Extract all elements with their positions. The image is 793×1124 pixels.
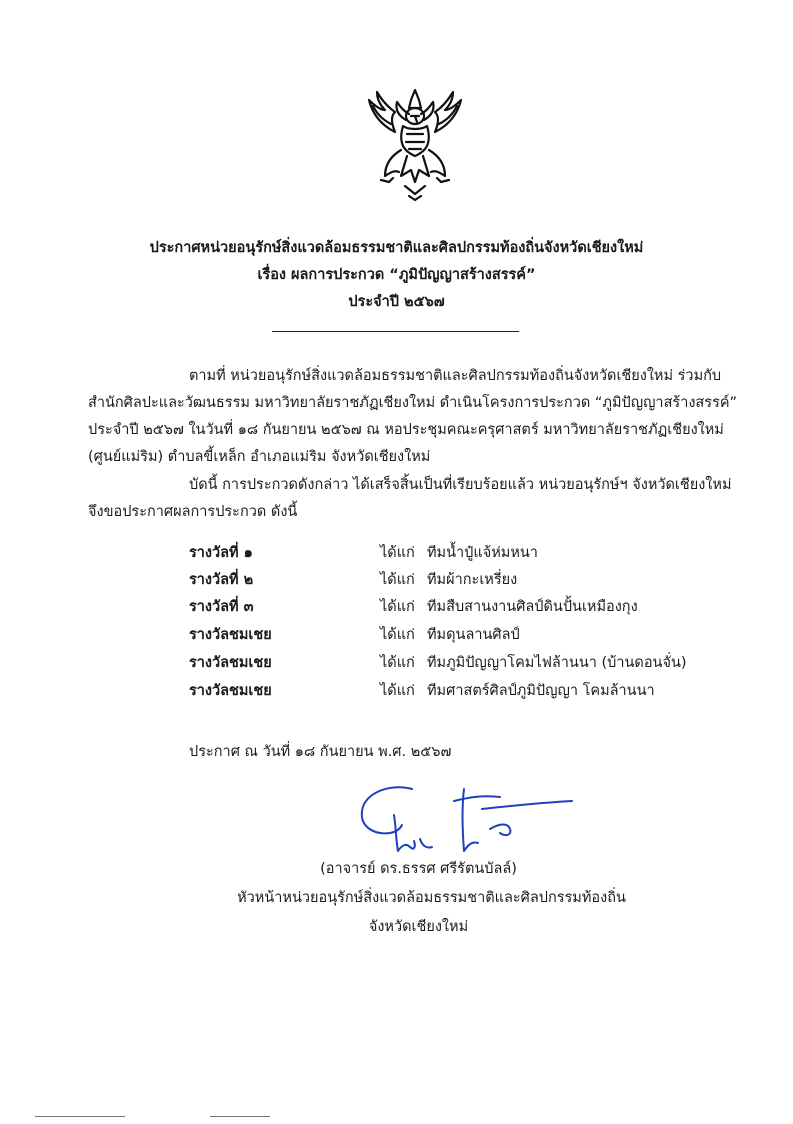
award-rank: รางวัลที่ ๒: [189, 572, 254, 588]
body-line: ตามที่ หน่วยอนุรักษ์สิ่งแวดล้อมธรรมชาติและศิลปกรรมท้องถิ่นจังหวัดเชียงใหม่ ร่วมกับ: [189, 368, 722, 384]
award-team: ทีมดุนลานศิลป์: [427, 627, 520, 643]
garuda-emblem-icon: [355, 86, 475, 202]
handwritten-signature: [350, 775, 580, 857]
award-rank: รางวัลชมเชย: [189, 627, 272, 643]
body-line: บัดนี้ การประกวดดังกล่าว ได้เสร็จสิ้นเป็นที่เรียบร้อยแล้ว หน่วยอนุรักษ์ฯ จังหวัดเชียงใหม่: [189, 477, 732, 493]
award-label: ได้แก่: [380, 655, 415, 671]
award-team: ทีมผ้ากะเหรี่ยง: [427, 572, 518, 588]
announcement-date: ประกาศ ณ วันที่ ๑๘ กันยายน พ.ศ. ๒๕๖๗: [189, 744, 452, 760]
footer-rule: [35, 1116, 125, 1117]
award-row: [0, 651, 793, 675]
body-line: จึงขอประกาศผลการประกวด ดังนี้: [88, 504, 298, 520]
body-line: สำนักศิลปะและวัฒนธรรม มหาวิทยาลัยราชภัฏเชียงใหม่ ดำเนินโครงการประกวด “ภูมิปัญญาสร้างสรรค์”: [88, 395, 738, 411]
footer-rule: [210, 1116, 270, 1117]
title-divider: [272, 331, 519, 332]
award-label: ได้แก่: [380, 627, 415, 643]
award-rank: รางวัลชมเชย: [189, 655, 272, 671]
announcement-subject: เรื่อง ผลการประกวด “ภูมิปัญญาสร้างสรรค์”: [257, 267, 536, 283]
award-row: [0, 679, 793, 703]
award-label: ได้แก่: [380, 545, 415, 561]
award-team: ทีมน้ำปู๋แจ้ห่มหนา: [427, 545, 538, 561]
award-team: ทีมภูมิปัญญาโคมไฟล้านนา (บ้านดอนจั่น): [427, 655, 687, 671]
body-line: ประจำปี ๒๕๖๗ ในวันที่ ๑๘ กันยายน ๒๕๖๗ ณ หอประชุมคณะครุศาสตร์ มหาวิทยาลัยราชภัฏเชียงใหม่: [88, 422, 724, 438]
body-line: (ศูนย์แม่ริม) ตำบลขี้เหล็ก อำเภอแม่ริม จังหวัดเชียงใหม่: [88, 449, 431, 465]
award-team: ทีมศาสตร์ศิลป์ภูมิปัญญา โคมล้านนา: [427, 683, 655, 699]
award-row: [0, 623, 793, 647]
award-team: ทีมสืบสานงานศิลป์ดินปั้นเหมืองกุง: [427, 599, 638, 615]
award-label: ได้แก่: [380, 599, 415, 615]
award-rank: รางวัลที่ ๓: [189, 599, 254, 615]
signatory-name: (อาจารย์ ดร.ธรรศ ศรีรัตนบัลล์): [320, 861, 517, 877]
award-label: ได้แก่: [380, 683, 415, 699]
announcement-title: ประกาศหน่วยอนุรักษ์สิ่งแวดล้อมธรรมชาติและศิลปกรรมท้องถิ่นจังหวัดเชียงใหม่: [149, 240, 644, 256]
award-label: ได้แก่: [380, 572, 415, 588]
award-rank: รางวัลที่ ๑: [189, 545, 253, 561]
award-row: [0, 541, 793, 565]
announcement-year: ประจำปี ๒๕๖๗: [348, 294, 445, 310]
signatory-province: จังหวัดเชียงใหม่: [368, 919, 469, 935]
award-row: [0, 595, 793, 619]
award-row: [0, 568, 793, 592]
award-rank: รางวัลชมเชย: [189, 683, 272, 699]
signatory-position: หัวหน้าหน่วยอนุรักษ์สิ่งแวดล้อมธรรมชาติและศิลปกรรมท้องถิ่น: [237, 890, 626, 906]
